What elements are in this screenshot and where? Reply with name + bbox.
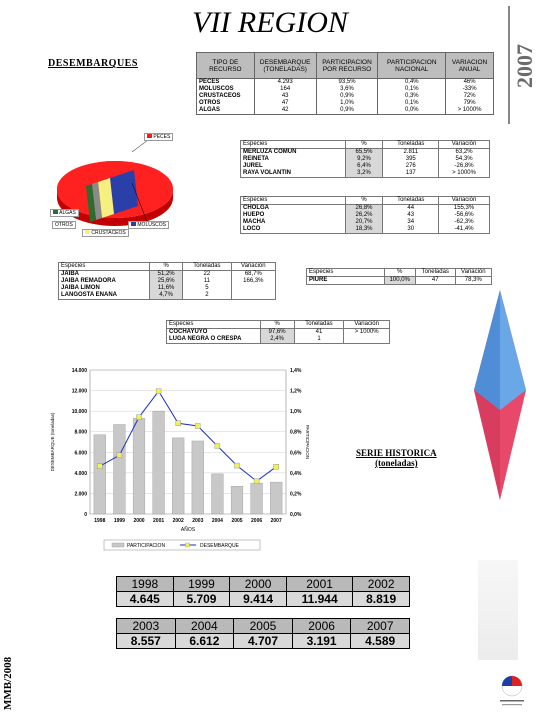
species-header: Toneladas [294, 321, 344, 329]
crustaceos-table [58, 262, 276, 300]
species-value: 54,3% [439, 156, 490, 163]
y-tick-left: 0 [84, 512, 87, 518]
y-axis-label-right: PARTICIPACION [305, 424, 310, 460]
y-tick-right: 1,4% [290, 368, 302, 374]
summary-cell: 0,4% [378, 79, 446, 87]
species-name: MERLUZA COMUN [241, 149, 346, 157]
history-value: 3.191 [292, 634, 351, 649]
algas-table [166, 320, 390, 344]
species-value: 65,5% [345, 149, 383, 157]
species-header-row [59, 263, 276, 271]
y-tick-left: 10.000 [71, 409, 87, 416]
species-header: % [345, 141, 383, 149]
x-tick: 2006 [251, 518, 263, 524]
bar-participacion [153, 411, 165, 514]
x-tick: 2005 [231, 518, 243, 524]
y-tick-right: 0,8% [290, 429, 302, 436]
species-name: LUGA NEGRA O CRESPA [167, 336, 261, 344]
history-value: 4.589 [351, 634, 410, 649]
historical-chart [40, 362, 312, 554]
species-row [59, 271, 276, 279]
species-row [241, 219, 490, 226]
species-name: LANGOSTA ENANA [59, 292, 150, 300]
summary-cell: > 1000% [446, 107, 494, 115]
page-title: VII REGION [192, 6, 348, 39]
year-label: 2007 [512, 44, 537, 88]
species-row [59, 278, 276, 285]
species-name: JAIBA LIMON [59, 285, 150, 292]
history-value: 11.944 [286, 592, 352, 607]
species-header: Toneladas [415, 269, 455, 277]
pie-label-algas: ALGAS [50, 209, 79, 217]
summary-row [197, 107, 494, 115]
species-row [59, 292, 276, 300]
species-value: 41 [294, 329, 344, 337]
species-value: -41,4% [439, 226, 490, 234]
species-row [167, 336, 390, 344]
species-row [167, 329, 390, 337]
point-desembarque [274, 464, 279, 469]
species-header: Variación [455, 269, 491, 277]
species-header: % [384, 269, 415, 277]
species-value: 26,8% [345, 205, 383, 213]
summary-cell: 164 [254, 86, 316, 93]
point-desembarque [195, 423, 200, 428]
bar-participacion [133, 418, 145, 514]
serie-historica-label: SERIE HISTORICA (toneladas) [356, 448, 437, 468]
history-year: 2002 [353, 577, 410, 592]
species-header: Variación [439, 197, 490, 205]
x-tick: 2001 [153, 518, 165, 524]
x-tick: 1999 [113, 518, 125, 524]
species-header: Toneladas [383, 141, 439, 149]
species-header: Variación [231, 263, 275, 271]
summary-cell: 1,0% [316, 100, 378, 107]
history-year: 2004 [175, 619, 234, 634]
species-value: 25,6% [150, 278, 183, 285]
y-tick-right: 1,0% [290, 409, 302, 416]
y-tick-left: 4.000 [74, 470, 87, 477]
legend-swatch-participacion [112, 543, 124, 547]
history-year: 1998 [117, 577, 174, 592]
summary-cell: 0,9% [316, 93, 378, 100]
species-header: Especies [59, 263, 150, 271]
species-value [231, 292, 275, 300]
history-value: 6.612 [175, 634, 234, 649]
history-year: 2005 [234, 619, 293, 634]
x-tick: 2000 [133, 518, 145, 524]
species-value: 18,3% [345, 226, 383, 234]
species-value: 2.811 [383, 149, 439, 157]
history-year: 2001 [286, 577, 352, 592]
summary-row [197, 100, 494, 107]
header-tipo: TIPO DE RECURSO [197, 53, 255, 79]
summary-cell: 0,0% [378, 107, 446, 115]
resource-type: MOLUSCOS [197, 86, 255, 93]
summary-cell: 0,1% [378, 86, 446, 93]
point-desembarque [254, 479, 259, 484]
x-tick: 2002 [172, 518, 184, 524]
history-year: 2000 [230, 577, 287, 592]
species-value: 20,7% [345, 219, 383, 226]
pie-label-otros: OTROS [52, 221, 76, 229]
history-year: 1999 [173, 577, 230, 592]
section-label: DESEMBARQUES [48, 58, 138, 69]
species-value: 276 [383, 163, 439, 170]
point-desembarque [97, 464, 102, 469]
species-name: JAIBA REMADORA [59, 278, 150, 285]
summary-row [197, 93, 494, 100]
species-value: -26,8% [439, 163, 490, 170]
bar-participacion [172, 438, 184, 514]
species-row [59, 285, 276, 292]
species-value: 2 [183, 292, 232, 300]
species-value: 137 [383, 170, 439, 178]
species-header: Especies [307, 269, 385, 277]
point-desembarque [156, 389, 161, 394]
summary-cell: 46% [446, 79, 494, 87]
species-header-row [241, 197, 490, 205]
summary-cell: 42 [254, 107, 316, 115]
bar-participacion [270, 482, 282, 514]
species-name: JAIBA [59, 271, 150, 279]
summary-cell: -33% [446, 86, 494, 93]
species-value: 51,2% [150, 271, 183, 279]
y-tick-left: 2.000 [74, 491, 87, 498]
species-header: Especies [167, 321, 261, 329]
species-value [344, 336, 390, 344]
summary-cell: 0,9% [316, 107, 378, 115]
resource-type: PECES [197, 79, 255, 87]
footer-code: MMB/2008 [2, 656, 14, 710]
resource-type: OTROS [197, 100, 255, 107]
peces-table [240, 140, 490, 178]
point-desembarque [215, 443, 220, 448]
history-table-a [116, 576, 410, 607]
y-tick-right: 0,6% [290, 450, 302, 457]
species-header-row [241, 141, 490, 149]
summary-row [197, 86, 494, 93]
y-tick-right: 1,2% [290, 388, 302, 395]
species-value: 22 [183, 271, 232, 279]
species-name: MACHA [241, 219, 346, 226]
y-tick-left: 6.000 [74, 450, 87, 457]
species-value: 2,4% [260, 336, 294, 344]
summary-cell: 72% [446, 93, 494, 100]
species-header: Variación [344, 321, 390, 329]
species-name: RAYA VOLANTIN [241, 170, 346, 178]
species-value: 9,2% [345, 156, 383, 163]
species-row [241, 156, 490, 163]
species-header: % [150, 263, 183, 271]
species-header: Variación [439, 141, 490, 149]
species-name: LOCO [241, 226, 346, 234]
government-logo [490, 670, 534, 714]
y-axis-label-left: DESEMBARQUE (toneladas) [50, 412, 55, 472]
species-value: 68,7% [231, 271, 275, 279]
resource-type: ALGAS [197, 107, 255, 115]
species-value: 6,4% [345, 163, 383, 170]
header-part-nacional: PARTICIPACION NACIONAL [378, 53, 446, 79]
point-desembarque [137, 415, 142, 420]
species-value: > 1000% [344, 329, 390, 337]
otros-table [306, 268, 492, 285]
species-value: 43 [383, 212, 439, 219]
species-value: 34 [383, 219, 439, 226]
point-desembarque [117, 453, 122, 458]
x-tick: 2007 [270, 518, 282, 524]
species-row [241, 149, 490, 157]
x-tick: 2004 [211, 518, 223, 524]
species-row [241, 205, 490, 213]
species-value: 100,0% [384, 277, 415, 285]
species-header-row [307, 269, 492, 277]
point-desembarque [176, 421, 181, 426]
species-name: HUEPO [241, 212, 346, 219]
species-value [231, 285, 275, 292]
y-tick-right: 0,2% [290, 491, 302, 498]
history-table-b [116, 618, 410, 649]
history-value: 8.557 [117, 634, 176, 649]
history-year: 2003 [117, 619, 176, 634]
species-header: Toneladas [183, 263, 232, 271]
history-year: 2007 [351, 619, 410, 634]
species-header-row [167, 321, 390, 329]
species-header: Especies [241, 197, 346, 205]
summary-cell: 0,1% [378, 100, 446, 107]
species-name: PIURE [307, 277, 385, 285]
species-value: 44 [383, 205, 439, 213]
species-row [241, 170, 490, 178]
species-value: 1 [294, 336, 344, 344]
species-value: 5 [183, 285, 232, 292]
summary-cell: 79% [446, 100, 494, 107]
bar-participacion [231, 486, 243, 514]
bar-participacion [192, 441, 204, 514]
species-name: REINETA [241, 156, 346, 163]
species-value: 30 [383, 226, 439, 234]
species-header: Toneladas [383, 197, 439, 205]
species-value: 97,6% [260, 329, 294, 337]
bar-participacion [251, 483, 263, 514]
species-value: 395 [383, 156, 439, 163]
species-value: 26,2% [345, 212, 383, 219]
species-value: 3,2% [345, 170, 383, 178]
history-year: 2006 [292, 619, 351, 634]
summary-cell: 47 [254, 100, 316, 107]
history-value: 4.645 [117, 592, 174, 607]
x-tick: 1998 [94, 518, 106, 524]
summary-cell: 43 [254, 93, 316, 100]
history-value: 5.709 [173, 592, 230, 607]
history-value: 4.707 [234, 634, 293, 649]
summary-cell: 93,5% [316, 79, 378, 87]
pie-label-crustaceos: CRUSTACEOS [82, 229, 129, 237]
y-tick-left: 14.000 [71, 368, 87, 374]
y-tick-right: 0,0% [290, 512, 302, 518]
species-value: > 1000% [439, 170, 490, 178]
bar-participacion [94, 435, 106, 514]
legend-label-desembarque: DESEMBARQUE [200, 543, 239, 549]
summary-table [196, 52, 494, 115]
species-row [241, 226, 490, 234]
decorative-diamond [470, 290, 530, 500]
header-desembarque: DESEMBARQUE (TONELADAS) [254, 53, 316, 79]
moluscos-table [240, 196, 490, 234]
summary-cell: 4.293 [254, 79, 316, 87]
pie-label-moluscos: MOLUSCOS [128, 221, 169, 229]
species-value: -56,6% [439, 212, 490, 219]
species-header: Especies [241, 141, 346, 149]
summary-row [197, 79, 494, 87]
species-row [307, 277, 492, 285]
legend-swatch-desembarque-marker [186, 543, 190, 547]
history-value: 8.819 [353, 592, 410, 607]
legend-label-participacion: PARTICIPACION [127, 543, 166, 549]
species-value: 11 [183, 278, 232, 285]
history-value: 9.414 [230, 592, 287, 607]
pie-label-peces: PECES [144, 133, 173, 141]
header-part-recurso: PARTICIPACION POR RECURSO [316, 53, 378, 79]
species-header: % [260, 321, 294, 329]
species-value: 78,3% [455, 277, 491, 285]
bar-participacion [114, 425, 126, 514]
summary-cell: 0,3% [378, 93, 446, 100]
species-row [241, 163, 490, 170]
x-tick: 2003 [192, 518, 204, 524]
species-name: COCHAYUYO [167, 329, 261, 337]
y-tick-left: 12.000 [71, 388, 87, 395]
species-row [241, 212, 490, 219]
species-header: % [345, 197, 383, 205]
bar-participacion [212, 474, 224, 514]
species-value: 166,3% [231, 278, 275, 285]
species-value: -62,3% [439, 219, 490, 226]
species-name: JUREL [241, 163, 346, 170]
species-value: 4,7% [150, 292, 183, 300]
summary-cell: 3,6% [316, 86, 378, 93]
decorative-panel [478, 560, 518, 660]
species-value: 63,2% [439, 149, 490, 157]
species-value: 155,3% [439, 205, 490, 213]
x-axis-label: AÑOS [180, 527, 196, 533]
y-tick-right: 0,4% [290, 470, 302, 477]
species-value: 47 [415, 277, 455, 285]
species-value: 11,6% [150, 285, 183, 292]
resource-type: CRUSTACEOS [197, 93, 255, 100]
y-tick-left: 8.000 [74, 429, 87, 436]
header-variacion: VARIACION ANUAL [446, 53, 494, 79]
pie-slice-moluscos [110, 170, 138, 214]
point-desembarque [235, 463, 240, 468]
species-name: CHOLGA [241, 205, 346, 213]
